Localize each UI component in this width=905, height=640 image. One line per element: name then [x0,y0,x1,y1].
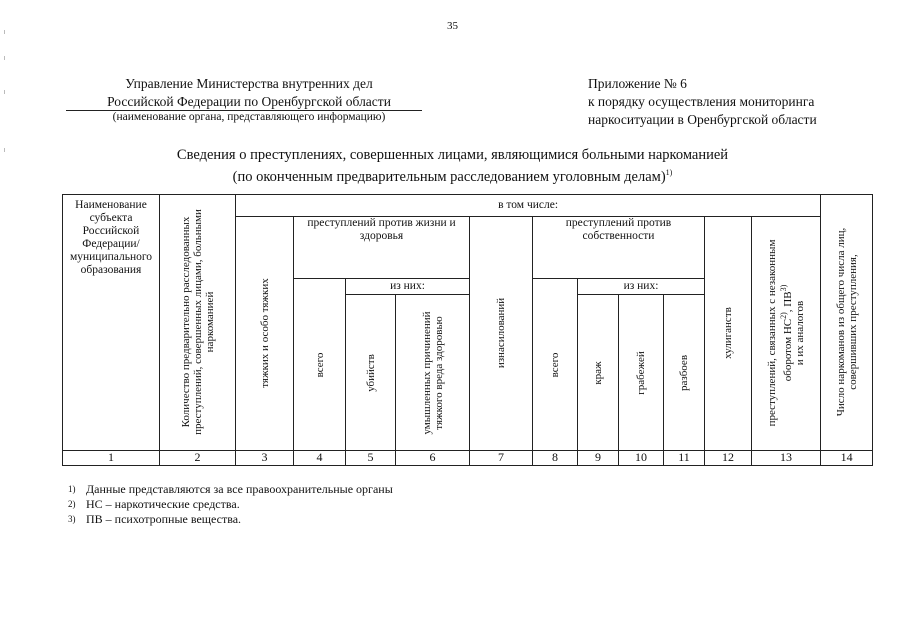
header-addicts-count: Число наркоманов из общего числа лиц, совершивших преступления, [821,195,873,451]
header-life-health-group: преступлений против жизни и здоровья [294,217,470,279]
column-number: 10 [619,450,664,465]
column-number-row [63,450,873,465]
column-number: 8 [533,450,578,465]
footnote-1 [68,482,393,497]
header-property-total: всего [533,279,578,451]
appendix-reference [588,75,817,129]
header-of-them-life: из них: [346,279,470,295]
header-murders: убийств [346,295,396,451]
footnote-text: НС – наркотические средства. [86,497,240,511]
footnote-text: ПВ – психотропные вещества. [86,512,242,526]
title-line-1: Сведения о преступлениях, совершенных лицами, являющимися больными наркоманией [176,147,729,163]
footnote-mark: 1) [68,484,76,494]
header-robberies: грабежей [619,295,664,451]
header-property-group: преступлений против собственности [533,217,705,279]
column-number: 12 [705,450,752,465]
header-grave-crimes: тяжких и особо тяжких [236,217,294,451]
header-life-total: всего [294,279,346,451]
column-number: 7 [470,450,533,465]
organization-name-line-2: Российской Федерации по Оренбургской области [107,94,391,109]
column-number: 1 [63,450,160,465]
footnote-text: Данные представляются за все правоохранительные органы [86,482,393,496]
header-total-crimes: Количество предварительно расследованных преступлений, совершенных лицами, больными наркоманией [160,195,236,451]
footnote-2 [68,497,240,512]
column-number: 9 [578,450,619,465]
title-footnote-mark: 1) [665,168,673,177]
scan-margin-mark [4,56,5,60]
column-number: 14 [821,450,873,465]
header-thefts: краж [578,295,619,451]
column-number: 11 [664,450,705,465]
column-number: 3 [236,450,294,465]
scan-margin-mark [4,90,5,94]
appendix-line-1: Приложение № 6 [588,76,687,91]
footnote-3 [68,512,241,527]
organization-name [66,75,432,111]
header-armed-robberies: разбоев [664,295,705,451]
header-in-that-number: в том числе: [236,195,821,217]
column-number: 5 [346,450,396,465]
appendix-line-3: наркоситуации в Оренбургской области [588,112,817,127]
scan-margin-mark [4,148,5,152]
header-hooliganism: хулиганств [705,217,752,451]
title-line-2: (по оконченным предварительным расследованием уголовным делам)$^{1)}$ [232,168,673,185]
header-region-name: Наименование субъекта Российской Федерации/ муниципального образования [63,195,160,451]
footnote-mark: 2) [68,499,76,509]
page-number: 35 [447,20,458,32]
header-rapes: изнасилований [470,217,533,451]
footnote-mark: 3) [68,514,76,524]
scan-margin-mark [4,30,5,34]
column-number: 4 [294,450,346,465]
document-title [0,146,905,186]
organization-caption: (наименование органа, представляющего информацию) [112,111,386,123]
organization-name-line-1: Управление Министерства внутренних дел [125,76,373,91]
column-number: 13 [752,450,821,465]
header-drug-trafficking: преступлений, связанных с незаконным оборотом НС$^{2)}$, ПВ$^{3)}$ и их аналогов [752,217,821,451]
appendix-line-2: к порядку осуществления мониторинга [588,94,815,109]
column-number: 6 [396,450,470,465]
header-grievous-harm: умышленных причинений тяжкого вреда здоровью [396,295,470,451]
header-of-them-property: из них: [578,279,705,295]
crime-statistics-table [62,194,873,466]
column-number: 2 [160,450,236,465]
